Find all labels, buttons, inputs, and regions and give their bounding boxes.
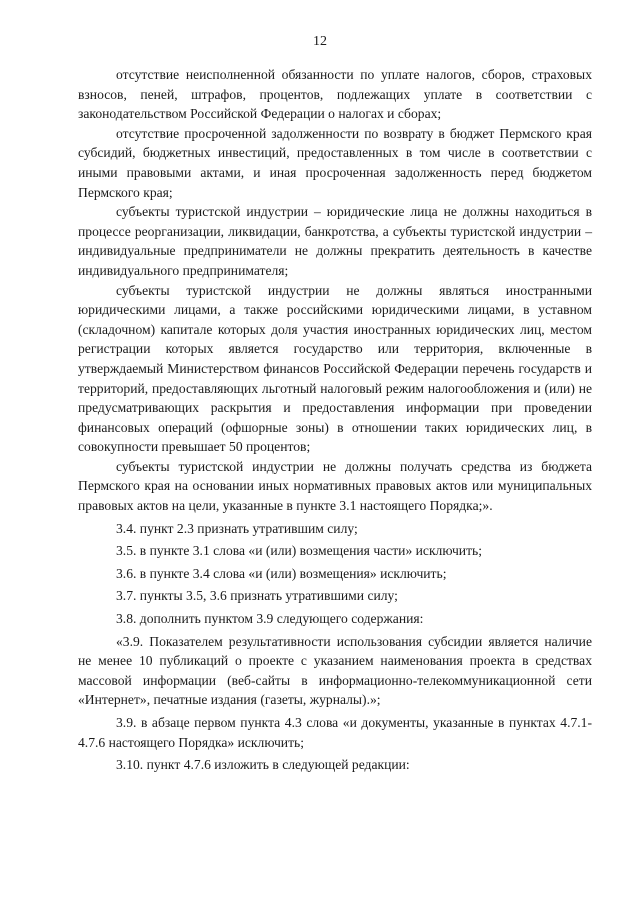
paragraph-tax-obligations: отсутствие неисполненной обязанности по уплате налогов, сборов, страховых взносов, пеней, штрафов, процентов, подлежащих уплате в соответствии с законодательством Российской Федерации о налогах и сборах;: [78, 67, 592, 122]
paragraph-item-3-6: 3.6. в пункте 3.4 слова «и (или) возмещения» исключить;: [116, 565, 447, 581]
document-body: [78, 65, 592, 775]
page-number: 12: [313, 34, 327, 49]
paragraph-budget-debt: отсутствие просроченной задолженности по возврату в бюджет Пермского края субсидий, бюджетных инвестиций, предоставленных в том числе в соответствии с иными правовыми актами, и иная просроченная задолженность перед бюджетом Пермского края;: [78, 125, 592, 200]
paragraph-quote-3-9: «3.9. Показателем результативности использования субсидии является наличие не менее 10 публикаций о проекте с указанием наименования проекта в средствах массовой информации (веб-сайты в информационно-телекоммуникационной сети «Интернет», печатные издания (газеты, журналы).»;: [78, 633, 592, 708]
paragraph-foreign-entities: субъекты туристской индустрии не должны являться иностранными юридическими лицами, а также российскими юридическими лицами, в уставном (складочном) капитале которых доля участия иностранных юридических лиц, местом регистрации которых является государство или территория, включенные в утверждаемый Министерством финансов Российской Федерации перечень государств и территорий, предоставляющих льготный налоговый режим налогообложения и (или) не предусматривающих раскрытия и предоставления информации при проведении финансовых операций (офшорные зоны) в отношении таких юридических лиц, в совокупности превышает 50 процентов;: [78, 282, 592, 455]
paragraph-item-3-5: 3.5. в пункте 3.1 слова «и (или) возмещения части» исключить;: [116, 543, 482, 559]
paragraph-reorganization: субъекты туристской индустрии – юридические лица не должны находиться в процессе реорганизации, ликвидации, банкротства, а субъекты туристской индустрии – индивидуальные предприниматели не должны прекратить деятельность в качестве индивидуального предпринимателя;: [78, 204, 592, 278]
paragraph-item-3-9: 3.9. в абзаце первом пункта 4.3 слова «и документы, указанные в пунктах 4.7.1-4.7.6 настоящего Порядка» исключить;: [78, 715, 592, 750]
paragraph-item-3-7: 3.7. пункты 3.5, 3.6 признать утратившими силу;: [116, 588, 398, 604]
paragraph-item-3-10: 3.10. пункт 4.7.6 изложить в следующей редакции:: [116, 757, 410, 773]
paragraph-item-3-4: 3.4. пункт 2.3 признать утратившим силу;: [116, 520, 358, 536]
paragraph-other-funding: субъекты туристской индустрии не должны получать средства из бюджета Пермского края на основании иных нормативных правовых актов или муниципальных правовых актов на цели, указанные в пункте 3.1 настоящего Порядка;».: [78, 458, 592, 514]
paragraph-item-3-8: 3.8. дополнить пунктом 3.9 следующего содержания:: [116, 611, 424, 627]
